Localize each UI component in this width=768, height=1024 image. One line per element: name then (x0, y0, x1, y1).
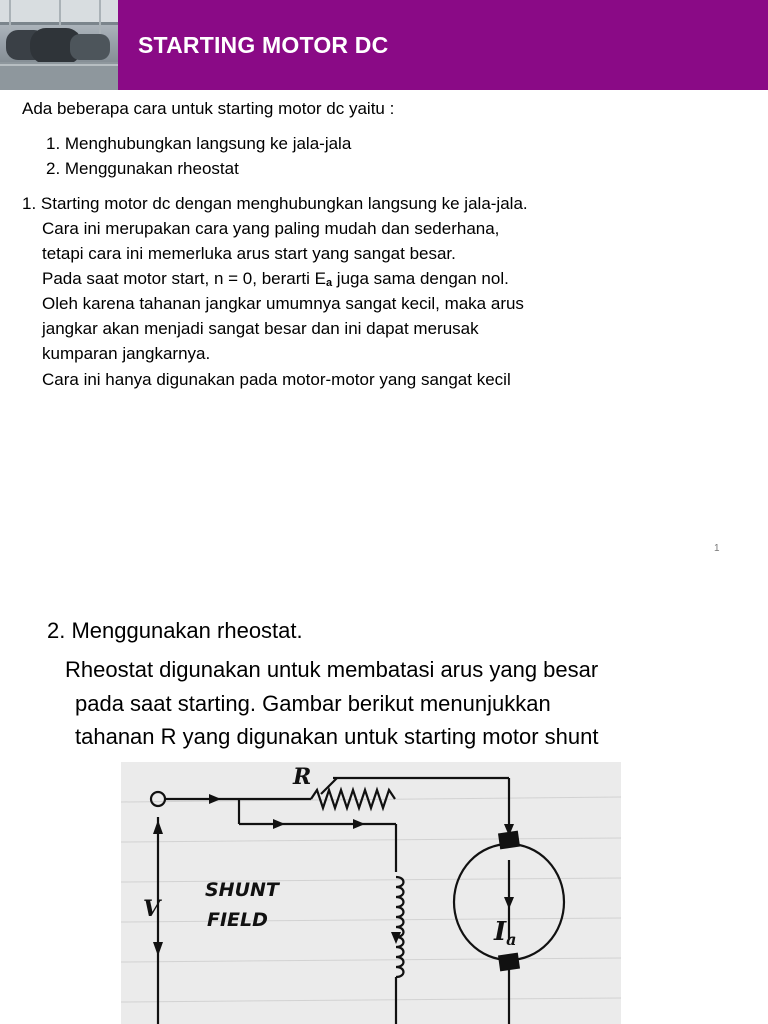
circuit-svg (121, 762, 621, 1024)
slide2-body-line: pada saat starting. Gambar berikut menunjukkan (75, 691, 551, 716)
slide-2 (0, 572, 768, 1024)
paragraph-line: kumparan jangkarnya. (42, 344, 211, 363)
method-item-2: 2. Menggunakan rheostat (46, 159, 239, 178)
shunt-motor-diagram (121, 762, 621, 1024)
current-arrow-field (273, 819, 285, 829)
slide2-body-line: Rheostat digunakan untuk membatasi arus yang besar (65, 657, 599, 682)
paragraph-line-ea (42, 267, 509, 295)
slide2-body-line: tahanan R yang digunakan untuk starting motor shunt (75, 724, 599, 749)
section-heading: 1. Starting motor dc dengan menghubungkan langsung ke jala-jala. (22, 194, 528, 213)
shunt-field-label-1: SHUNT (205, 879, 279, 901)
title-bar (118, 0, 768, 90)
voltage-label: V (143, 896, 161, 922)
slide-number: 1 (714, 543, 720, 554)
supply-terminal-top (151, 792, 165, 806)
voltage-arrow-up (153, 820, 163, 834)
paragraph-line: jangkar akan menjadi sangat besar dan ini dapat merusak (42, 319, 479, 338)
ea-line-text-end: juga sama dengan nol. (332, 269, 509, 288)
method-item-1: 1. Menghubungkan langsung ke jala-jala (46, 134, 352, 153)
voltage-arrow-down (153, 942, 163, 956)
brush-bottom (498, 953, 520, 972)
turbine-hall-image (0, 0, 118, 90)
intro-text: Ada beberapa cara untuk starting motor dc yaitu : (22, 99, 395, 118)
slide2-heading: 2. Menggunakan rheostat. (47, 618, 303, 643)
slide-title: STARTING MOTOR DC (138, 32, 389, 58)
paragraph-line: Oleh karena tahanan jangkar umumnya sangat kecil, maka arus (42, 294, 524, 313)
header-photo (0, 0, 118, 90)
current-arrow-armature (504, 897, 514, 909)
armature-current-label (493, 917, 517, 949)
paragraph-line: tetapi cara ini memerluka arus start yang sangat besar. (42, 244, 456, 263)
shunt-field-coil (396, 877, 404, 977)
armature-current-symbol: I (494, 917, 507, 947)
paragraph-line: Cara ini merupakan cara yang paling mudah dan sederhana, (42, 219, 500, 238)
armature-current-subscript: a (506, 930, 517, 949)
paragraph-line: Cara ini hanya digunakan pada motor-motor yang sangat kecil (42, 370, 511, 389)
shunt-field-label-2: FIELD (207, 909, 268, 931)
current-arrow-field-2 (353, 819, 365, 829)
resistor-label: R (293, 764, 312, 790)
ea-subscript: a (325, 277, 333, 289)
ea-line-text: Pada saat motor start, n = 0, berarti E (42, 269, 326, 288)
current-arrow-in (209, 794, 221, 804)
